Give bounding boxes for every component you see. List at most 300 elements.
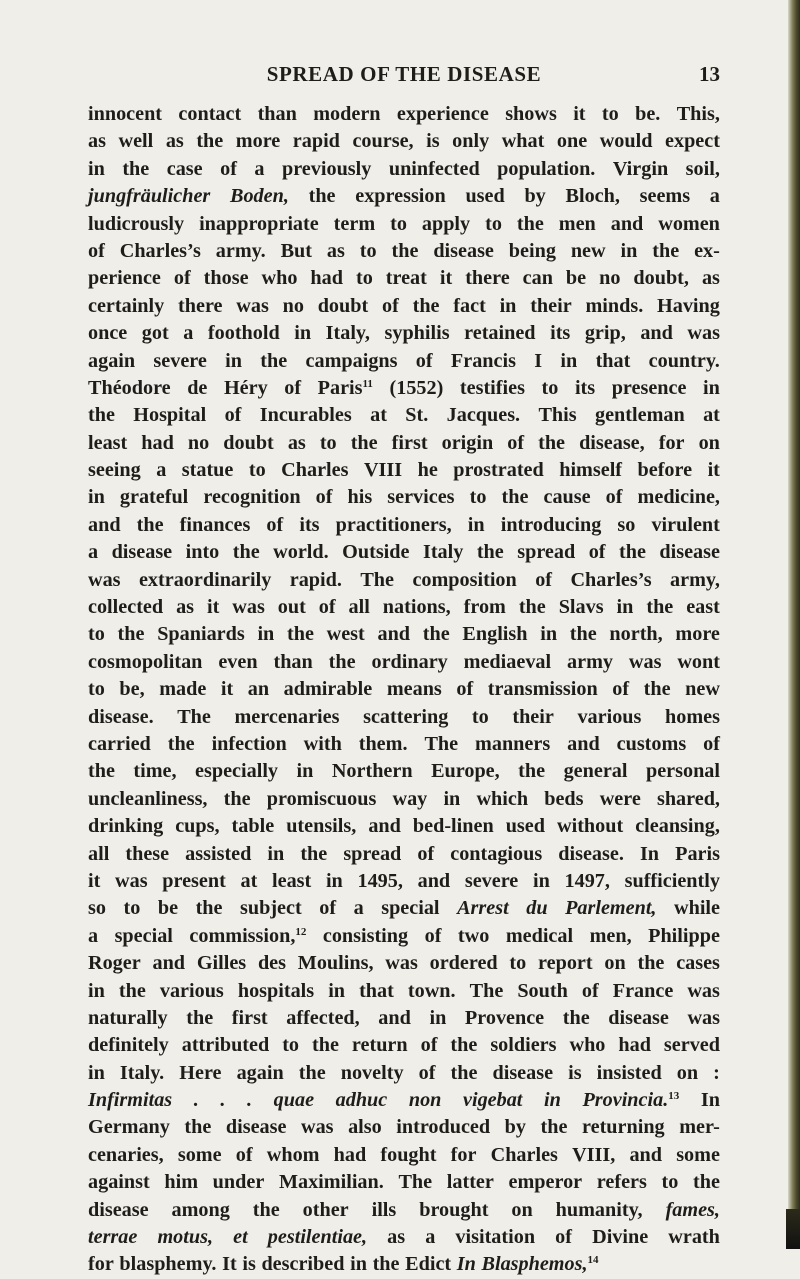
word: returning	[582, 1116, 665, 1139]
word: as	[176, 596, 195, 619]
word: again	[236, 1061, 284, 1084]
word: emperor	[508, 1171, 583, 1194]
word: the	[117, 623, 145, 646]
text-line	[88, 211, 720, 238]
word: Maximilian.	[278, 1171, 384, 1194]
word: promiscuous	[266, 787, 377, 810]
word: in	[540, 623, 558, 646]
word: infection	[211, 732, 287, 755]
word: introducing	[500, 513, 602, 536]
word: had	[618, 1034, 651, 1057]
word: the	[569, 623, 597, 646]
text-line	[88, 238, 720, 265]
word: means	[386, 678, 442, 701]
word: St.	[405, 404, 429, 427]
text-line	[88, 841, 720, 868]
word: was	[88, 568, 121, 591]
word: ills	[371, 1198, 397, 1221]
word: In	[700, 1089, 720, 1112]
text-line	[88, 1169, 720, 1196]
word: in	[620, 239, 638, 262]
word	[526, 895, 547, 922]
word: as	[326, 239, 345, 262]
page-number: 13	[699, 62, 720, 86]
italic-text: Boden,	[230, 185, 289, 208]
word: the	[122, 157, 150, 180]
word: retained	[464, 322, 536, 345]
word: the	[518, 760, 546, 783]
word: those	[203, 267, 249, 290]
word: was	[236, 294, 269, 317]
word: severe	[153, 349, 207, 372]
word: soldiers	[490, 1034, 557, 1057]
word: and	[378, 1006, 411, 1029]
word: report	[538, 952, 593, 975]
word: testifies	[459, 376, 525, 399]
word: VIII,	[572, 1143, 616, 1166]
word: first	[231, 1006, 268, 1029]
italic-text: vigebat	[463, 1089, 523, 1112]
word: to	[88, 678, 105, 701]
word: the	[287, 623, 314, 646]
word: Charles	[490, 1143, 558, 1166]
word: some	[177, 1143, 222, 1166]
word: all	[88, 842, 110, 865]
text-line	[88, 813, 720, 840]
word: the	[184, 1116, 212, 1139]
word: spread	[517, 541, 576, 564]
word: in	[267, 842, 285, 865]
word: at	[240, 869, 258, 892]
word: soil,	[685, 157, 720, 180]
word: various	[577, 705, 642, 728]
word: in	[225, 349, 242, 372]
word: army,	[670, 568, 720, 591]
text-line	[88, 1032, 720, 1059]
text-line	[88, 621, 720, 648]
word: of	[415, 349, 433, 372]
word: the	[637, 952, 665, 975]
word: disease	[225, 1116, 287, 1139]
word: Edict	[405, 1253, 452, 1276]
word: The	[360, 568, 394, 591]
word: doubt,	[633, 267, 689, 290]
text-line	[88, 868, 720, 895]
word: at	[370, 404, 387, 427]
word: Spaniards	[157, 623, 245, 646]
word: manners	[475, 732, 551, 755]
word: finances	[179, 513, 251, 536]
text-line	[88, 1114, 720, 1141]
word: there	[178, 294, 223, 317]
word: Gilles	[196, 952, 247, 975]
word: among	[171, 1198, 230, 1221]
word: admirable	[283, 678, 373, 701]
word: gentleman	[595, 404, 685, 427]
word: in	[532, 869, 550, 892]
word: of	[424, 924, 442, 947]
word: This	[538, 404, 577, 427]
word: Italy,	[325, 322, 370, 345]
word: wont	[677, 650, 720, 673]
word: he	[417, 459, 438, 482]
word: hospitals	[237, 979, 315, 1002]
word: apply	[421, 212, 471, 235]
word: ex-	[694, 239, 720, 262]
word	[457, 895, 509, 922]
text-line	[88, 402, 720, 429]
text-line	[88, 704, 720, 731]
word: and	[377, 623, 411, 646]
word: of	[417, 842, 435, 865]
word: doubt	[223, 431, 274, 454]
word: experience	[396, 103, 489, 125]
word: only	[452, 130, 490, 153]
word: drinking	[88, 815, 164, 838]
word: be	[157, 897, 179, 920]
word: humanity,	[555, 1198, 643, 1221]
word: it	[220, 678, 234, 701]
word: to	[390, 212, 407, 235]
word: the	[298, 1061, 326, 1084]
word: of	[420, 1034, 438, 1057]
word: de	[187, 376, 208, 399]
word: Germany	[88, 1116, 170, 1139]
word: women	[658, 212, 720, 235]
word: But	[280, 239, 312, 262]
word: shared,	[656, 787, 720, 810]
word: of	[224, 404, 242, 427]
word: in	[499, 294, 517, 317]
word: South	[517, 979, 568, 1002]
word: the	[516, 212, 544, 235]
text-line	[88, 1005, 720, 1032]
text-line	[88, 512, 720, 539]
word: Charles	[281, 459, 349, 482]
word: English	[462, 623, 528, 646]
word	[247, 1087, 252, 1114]
word: no	[599, 267, 621, 290]
footnote-marker: 11	[362, 377, 373, 390]
word: the	[300, 842, 328, 865]
word: than	[257, 103, 297, 125]
word: to	[355, 267, 373, 290]
word: in	[294, 322, 312, 345]
word: other	[302, 1198, 349, 1221]
word: that	[595, 349, 631, 372]
word: of	[88, 239, 105, 262]
word: so	[617, 513, 636, 536]
word: men,	[589, 924, 632, 947]
word: ordered	[429, 952, 498, 975]
word: syphilis	[384, 322, 450, 345]
word	[233, 1224, 248, 1251]
word: the	[350, 431, 378, 454]
word: to	[282, 1034, 300, 1057]
word: transmission	[487, 678, 598, 701]
word: country.	[648, 349, 720, 372]
word: disease	[88, 1198, 149, 1221]
word: town.	[407, 979, 456, 1002]
word: and	[368, 815, 401, 838]
word: special	[114, 924, 173, 947]
word: Incurables	[259, 404, 352, 427]
word: and	[640, 322, 673, 345]
word	[230, 183, 289, 210]
word: ordinary	[371, 650, 448, 673]
word: present	[162, 869, 226, 892]
word: army	[567, 650, 613, 673]
word: the	[450, 1061, 478, 1084]
word: Bloch,	[565, 185, 620, 208]
word: more	[675, 623, 720, 646]
text-line	[88, 128, 720, 155]
word: Italy	[422, 541, 464, 564]
word: for	[658, 431, 685, 454]
word: insisted	[596, 1061, 662, 1084]
word: the	[136, 513, 164, 536]
word: This,	[676, 103, 720, 125]
word: the	[391, 239, 419, 262]
word: was	[385, 952, 418, 975]
word: than	[273, 650, 313, 673]
word	[582, 1087, 679, 1114]
word: which	[476, 787, 529, 810]
word: the	[422, 623, 450, 646]
text-line	[88, 758, 720, 785]
text-line	[88, 676, 720, 703]
word: brought	[419, 1198, 489, 1221]
word: disease	[492, 1061, 554, 1084]
word: who	[569, 1034, 606, 1057]
word: utensils,	[286, 815, 357, 838]
word: expression	[355, 185, 446, 208]
word: in	[616, 596, 634, 619]
word: VIII	[363, 459, 403, 482]
word: the	[412, 294, 440, 317]
word: time,	[133, 760, 177, 783]
word: the	[88, 760, 115, 783]
word: Jacques.	[446, 404, 521, 427]
word: previously	[281, 157, 372, 180]
word: and	[567, 732, 600, 755]
word: north,	[609, 623, 663, 646]
word: even	[218, 650, 258, 673]
italic-text: In	[456, 1253, 476, 1276]
word: in	[560, 349, 578, 372]
word: its	[574, 376, 596, 399]
italic-text: et	[233, 1226, 248, 1249]
word: affected,	[286, 1006, 360, 1029]
word: the	[328, 650, 356, 673]
word: of	[319, 897, 337, 920]
text-line	[88, 539, 720, 566]
word: as	[165, 130, 184, 153]
word: the	[372, 1253, 400, 1276]
word: Francis	[450, 349, 516, 372]
word: in	[88, 979, 105, 1002]
word: from	[463, 596, 506, 619]
text-line	[88, 649, 720, 676]
text-line	[88, 978, 720, 1005]
text-line	[88, 950, 720, 977]
word: homes	[665, 705, 720, 728]
word: :	[713, 1061, 720, 1084]
text-line	[88, 895, 720, 922]
italic-text: Provincia.	[582, 1089, 669, 1112]
word: recognition	[203, 486, 301, 509]
word: of	[220, 157, 237, 180]
word: sufficiently	[624, 869, 720, 892]
word: disease	[433, 239, 494, 262]
word: Hospital	[133, 404, 207, 427]
word: under	[212, 1171, 265, 1194]
word: foothold	[207, 322, 280, 345]
word: was	[687, 979, 720, 1002]
italic-text: fames,	[665, 1198, 720, 1221]
word: to	[123, 897, 141, 920]
word: Moulins,	[297, 952, 374, 975]
word: contact	[178, 103, 242, 125]
word: be	[565, 267, 587, 290]
word: rapid	[292, 130, 340, 153]
word: west	[326, 623, 365, 646]
word: disease,	[579, 431, 645, 454]
word: is	[426, 130, 440, 153]
word: was	[300, 1116, 334, 1139]
word: it	[573, 103, 586, 125]
word: his	[347, 486, 373, 509]
word	[88, 183, 210, 210]
word: term	[333, 212, 376, 235]
word: so	[88, 897, 106, 920]
page-header	[88, 62, 720, 94]
word: Divine	[592, 1226, 649, 1249]
word: cenaries,	[88, 1143, 164, 1166]
word	[457, 1251, 476, 1278]
word: them.	[358, 732, 408, 755]
word: disease	[608, 1006, 669, 1029]
word: these	[125, 842, 170, 865]
word: of	[318, 596, 336, 619]
word: the	[232, 541, 260, 564]
italic-text: non	[408, 1089, 442, 1112]
text-line	[88, 1142, 720, 1169]
word: rapid.	[289, 568, 342, 591]
italic-text: adhuc	[335, 1089, 388, 1112]
word: in	[88, 157, 105, 180]
word: return	[351, 1034, 408, 1057]
word: be,	[119, 678, 145, 701]
word: a	[353, 897, 364, 920]
word: disease	[659, 541, 720, 564]
word: Héry	[223, 376, 268, 399]
word: Slavs	[558, 596, 604, 619]
word: origin	[441, 431, 494, 454]
italic-text: in	[544, 1089, 561, 1112]
word: the	[450, 1034, 478, 1057]
word: some	[676, 1143, 720, 1166]
text-line	[88, 1087, 720, 1114]
word: visitation	[455, 1226, 536, 1249]
word: there	[465, 267, 510, 290]
word: collected	[88, 596, 164, 619]
word: of	[581, 979, 599, 1002]
word: The	[177, 705, 211, 728]
word: new	[570, 239, 606, 262]
word: to	[88, 623, 105, 646]
word: commission,$^{12}$	[189, 924, 307, 947]
word: cause	[543, 486, 591, 509]
word: uncleanliness,	[88, 787, 208, 810]
running-title: SPREAD OF THE DISEASE	[266, 62, 542, 86]
word: statue	[181, 459, 234, 482]
word: least	[272, 869, 312, 892]
word: one	[556, 130, 588, 153]
text-line	[88, 430, 720, 457]
italic-text: Arrest	[457, 897, 509, 920]
italic-text: Blasphemos,	[481, 1253, 588, 1276]
text-line	[88, 567, 720, 594]
word: and	[610, 212, 644, 235]
word	[157, 1224, 213, 1251]
word: is	[242, 1253, 256, 1276]
word: prostrated	[453, 459, 544, 482]
word: various	[159, 979, 224, 1002]
word: of	[535, 568, 553, 591]
word: had	[333, 1143, 367, 1166]
italic-text: Infirmitas	[88, 1089, 173, 1112]
word: two	[457, 924, 490, 947]
word: in	[296, 760, 314, 783]
word: army.	[215, 239, 266, 262]
word: grip,	[584, 322, 626, 345]
word: who	[261, 267, 298, 290]
word: as	[88, 130, 106, 153]
word: personal	[645, 760, 720, 783]
word: of	[418, 1061, 436, 1084]
word: course,	[352, 130, 414, 153]
word: especially	[195, 760, 279, 783]
text-line	[88, 457, 720, 484]
word: the	[476, 541, 504, 564]
word: nations,	[382, 596, 451, 619]
word: of	[284, 376, 302, 399]
word: carried	[88, 732, 151, 755]
word: naturally	[88, 1006, 168, 1029]
word: of	[456, 678, 474, 701]
word: France	[612, 979, 674, 1002]
word: be.	[635, 103, 661, 125]
word: of	[588, 541, 606, 564]
word: mer-	[679, 1116, 720, 1139]
word: Théodore	[88, 376, 171, 399]
word: consisting	[322, 924, 409, 947]
word: the	[252, 1198, 280, 1221]
word: was	[628, 650, 662, 673]
word	[220, 1087, 225, 1114]
word: first	[391, 431, 428, 454]
word: described	[261, 1253, 345, 1276]
word: in	[328, 979, 346, 1002]
word: of	[235, 1143, 253, 1166]
word: at	[703, 404, 720, 427]
word: world.	[273, 541, 329, 564]
word: medical	[505, 924, 574, 947]
text-line	[88, 786, 720, 813]
word: Philippe	[648, 924, 720, 947]
word: services	[387, 486, 455, 509]
